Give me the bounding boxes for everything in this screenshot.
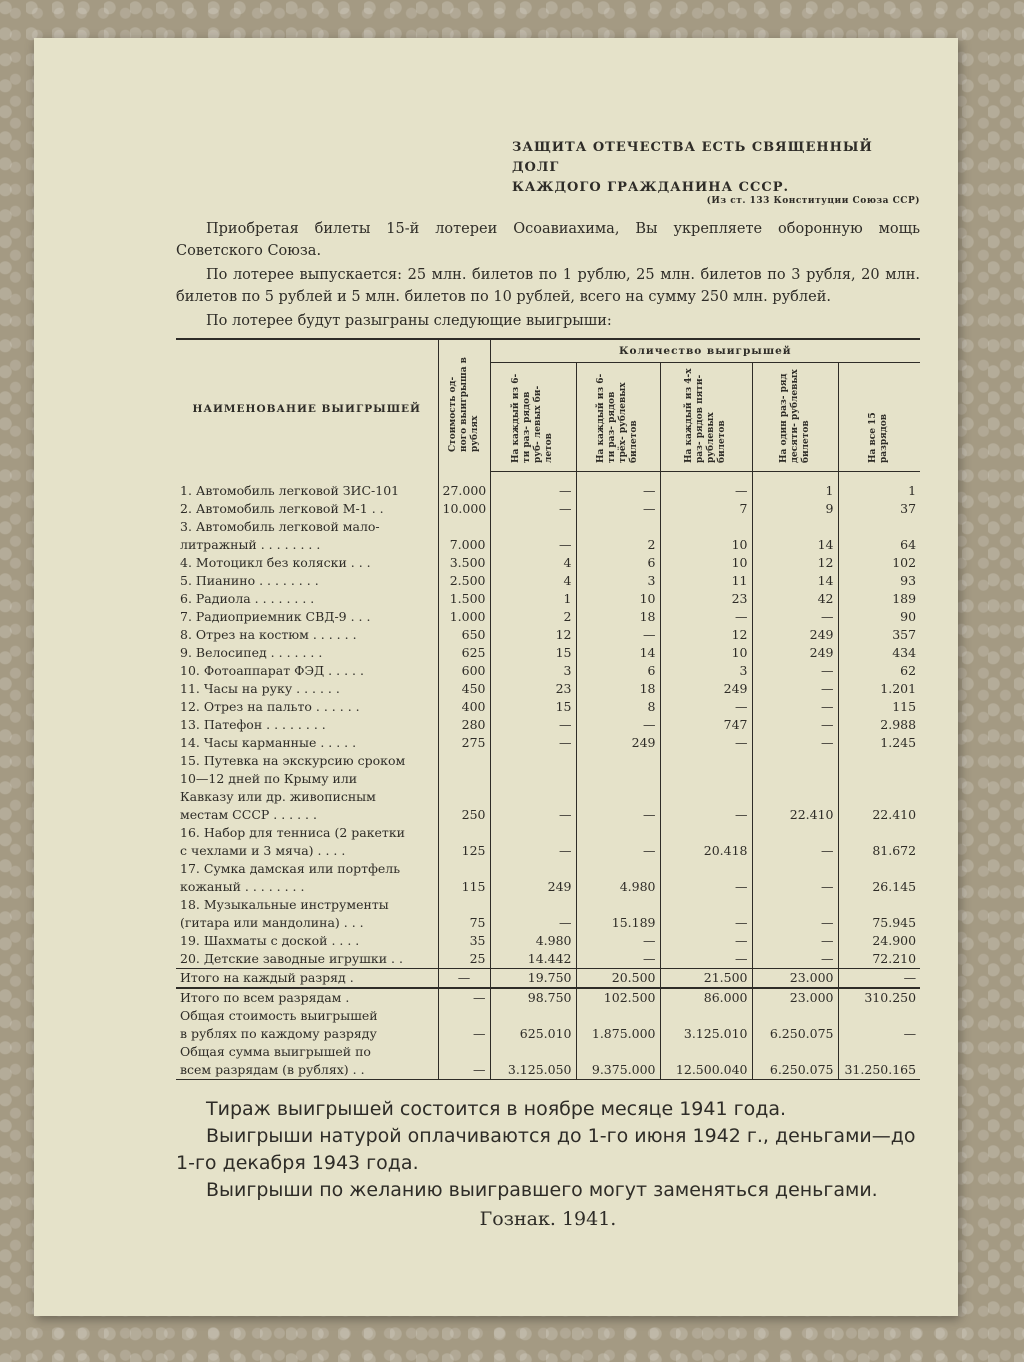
table-row [176,680,920,698]
cell-cost: 450 [438,680,490,698]
cell-c5: 434 [838,644,920,662]
cell-c4: — [752,842,838,860]
prize-name: 15. Путевка на экскурсию сроком [180,753,406,768]
cell-c4: 42 [752,590,838,608]
cell-c1: 2 [490,608,576,626]
intro-paragraph-1: Приобретая билеты 15-й лотереи Осоавиахима, Вы укрепляете оборонную мощь Советского Союза. [176,221,920,259]
cell-c5: 37 [838,500,920,518]
cell-c4: 22.410 [752,806,838,824]
header-prize-name: НАИМЕНОВАНИЕ ВЫИГРЫШЕЙ [176,339,438,472]
cell-c3 [660,1043,752,1061]
table-row [176,950,920,969]
cell-c4 [752,1043,838,1061]
cell-cost [438,770,490,788]
cell-c1 [490,770,576,788]
cell-c1: 3 [490,662,576,680]
cell-c2: 10 [576,590,660,608]
intro-text [176,218,920,332]
cell-cost: 400 [438,698,490,716]
cell-c2 [576,788,660,806]
cell-c3: 12.500.040 [660,1061,752,1080]
grand-total-row [176,1061,920,1080]
cell-c3: — [660,878,752,896]
cell-c1: — [490,842,576,860]
cell-c2 [576,770,660,788]
cell-c1: — [490,914,576,932]
cell-c3 [660,788,752,806]
prize-name: Кавказу или др. живописным [180,789,376,804]
prize-name: 19. Шахматы с доской . . . . [180,933,360,948]
cell-c4: — [752,608,838,626]
table-row [176,626,920,644]
table-row [176,716,920,734]
cell-c2 [576,896,660,914]
cell-c5: 24.900 [838,932,920,950]
prize-name: 12. Отрез на пальто . . . . . . [180,699,360,714]
prize-name: 16. Набор для тенниса (2 ракетки [180,825,405,840]
cell-cost [438,896,490,914]
cell-c2 [576,824,660,842]
cell-c1: — [490,536,576,554]
table-row [176,554,920,572]
cell-c3: — [660,950,752,969]
table-row [176,644,920,662]
cell-c5: 93 [838,572,920,590]
table-row [176,788,920,806]
cell-c5: 22.410 [838,806,920,824]
cell-c2: — [576,626,660,644]
cell-c5: — [838,969,920,989]
prize-name: всем разрядам (в рублях) . . [176,1061,438,1080]
cell-c4: 249 [752,644,838,662]
prize-name: 4. Мотоцикл без коляски . . . [180,555,371,570]
cell-cost [438,752,490,770]
cell-c2: — [576,950,660,969]
cell-c5: 90 [838,608,920,626]
document-content [176,138,920,1233]
cell-c1: 4.980 [490,932,576,950]
cell-c5: 1 [838,472,920,501]
cell-c2: — [576,842,660,860]
cell-c3: — [660,472,752,501]
table-row [176,662,920,680]
cell-c3: 86.000 [660,988,752,1007]
cell-c5: 81.672 [838,842,920,860]
table-row [176,842,920,860]
table-row [176,878,920,896]
cell-cost: 280 [438,716,490,734]
cell-c2: 8 [576,698,660,716]
cell-c4: 23.000 [752,988,838,1007]
cell-c3: — [660,608,752,626]
grand-total-row [176,1025,920,1043]
cell-cost: 25 [438,950,490,969]
cell-c4: 6.250.075 [752,1061,838,1080]
cell-c1: 3.125.050 [490,1061,576,1080]
table-row [176,806,920,824]
cell-cost: 27.000 [438,472,490,501]
cell-cost: 250 [438,806,490,824]
cell-cost: — [438,1025,490,1043]
cell-c5: 1.201 [838,680,920,698]
cell-c4 [752,896,838,914]
prize-name: 11. Часы на руку . . . . . . [180,681,340,696]
intro-paragraph-3: По лотерее будут разыграны следующие выигрыши: [206,313,612,329]
cell-c1: 98.750 [490,988,576,1007]
cell-cost [438,788,490,806]
cell-c4: — [752,950,838,969]
cell-c2: 9.375.000 [576,1061,660,1080]
cell-c1 [490,788,576,806]
cell-c3: 12 [660,626,752,644]
cell-c5: 26.145 [838,878,920,896]
cell-c3 [660,896,752,914]
cell-c1: 4 [490,572,576,590]
table-row [176,608,920,626]
motto-source: (Из ст. 133 Конституции Союза ССР) [706,196,920,206]
cell-c5 [838,518,920,536]
cell-c4: 14 [752,572,838,590]
cell-c5: — [838,1025,920,1043]
cell-cost: 1.500 [438,590,490,608]
cell-c3: 10 [660,554,752,572]
cell-c2: — [576,500,660,518]
cell-c1: — [490,716,576,734]
cell-c3 [660,518,752,536]
header-col-1: На каждый из 6-ти раз- рядов руб- левых би- летов [490,363,576,472]
cell-c1 [490,860,576,878]
cell-cost: 125 [438,842,490,860]
motto-line-1: ЗАЩИТА ОТЕЧЕСТВА ЕСТЬ СВЯЩЕННЫЙ ДОЛГ [512,140,873,175]
cell-c4: 9 [752,500,838,518]
cell-c3: 249 [660,680,752,698]
cell-cost: 650 [438,626,490,644]
cell-c2: — [576,472,660,501]
cell-c2: 102.500 [576,988,660,1007]
cell-c5: 1.245 [838,734,920,752]
cell-c3: 20.418 [660,842,752,860]
cell-c1: 14.442 [490,950,576,969]
cell-c5 [838,896,920,914]
cell-c1: 249 [490,878,576,896]
cell-c1: — [490,472,576,501]
imprint: Гознак. 1941. [479,1208,617,1230]
footer-text [176,1096,920,1233]
cell-c5: 357 [838,626,920,644]
lottery-ticket-back [34,38,958,1316]
cell-cost: 600 [438,662,490,680]
cell-c3: 3.125.010 [660,1025,752,1043]
prize-name: 7. Радиоприемник СВД-9 . . . [180,609,371,624]
cell-c5: 62 [838,662,920,680]
footer-payment-terms: Выигрыши натурой оплачиваются до 1-го июня 1942 г., деньгами—до 1-го декабря 1943 года. [176,1125,916,1174]
cell-c2 [576,752,660,770]
grand-total-row [176,988,920,1007]
prize-table [176,338,920,1080]
cell-cost: 35 [438,932,490,950]
cell-c5 [838,770,920,788]
cell-c3 [660,824,752,842]
cell-c2: 15.189 [576,914,660,932]
table-row [176,824,920,842]
cell-c5: 115 [838,698,920,716]
cell-cost: 1.000 [438,608,490,626]
prize-name: 20. Детские заводные игрушки . . [180,951,403,966]
cell-c2: — [576,932,660,950]
cell-c1 [490,1043,576,1061]
cell-c4: — [752,878,838,896]
cell-c3 [660,752,752,770]
header-col-3: На каждый из 4-х раз- рядов пяти- рублевых билетов [660,363,752,472]
table-row [176,770,920,788]
cell-c3 [660,1007,752,1025]
cell-cost: — [438,1061,490,1080]
cell-cost: 625 [438,644,490,662]
cell-cost: — [438,988,490,1007]
cell-c4: 249 [752,626,838,644]
motto [512,138,920,198]
cell-c2: 1.875.000 [576,1025,660,1043]
cell-cost [438,824,490,842]
cell-c5 [838,752,920,770]
prize-name: Итого на каждый разряд . [176,969,438,989]
prize-name: 2. Автомобиль легковой М-1 . . [180,501,384,516]
cell-c1 [490,518,576,536]
cell-c3: — [660,698,752,716]
cell-c5 [838,824,920,842]
cell-c4 [752,824,838,842]
header-col-4: На один раз- ряд десяти- рублевых билетов [752,363,838,472]
table-row [176,698,920,716]
table-row [176,572,920,590]
table-row [176,472,920,501]
prize-name: 5. Пианино . . . . . . . . [180,573,319,588]
table-row [176,518,920,536]
cell-c1 [490,1007,576,1025]
footer-cash-replacement: Выигрыши по желанию выигравшего могут заменяться деньгами. [206,1179,878,1201]
table-row [176,590,920,608]
cell-c1: 19.750 [490,969,576,989]
cell-c4 [752,770,838,788]
cell-c2: 3 [576,572,660,590]
cell-c2 [576,1043,660,1061]
table-row [176,896,920,914]
cell-c2: — [576,806,660,824]
cell-c1: 1 [490,590,576,608]
prize-name: литражный . . . . . . . . [180,537,321,552]
cell-c3: — [660,914,752,932]
cell-c5: 310.250 [838,988,920,1007]
cell-c4 [752,1007,838,1025]
prize-name: Общая стоимость выигрышей [180,1008,378,1023]
cell-cost: 2.500 [438,572,490,590]
cell-cost [438,860,490,878]
table-row [176,734,920,752]
intro-paragraph-2: По лотерее выпускается: 25 млн. билетов по 1 рублю, 25 млн. билетов по 3 рубля, 20 млн. билетов по 5 рублей и 5 млн. билетов по 10 рублей, всего на сумму 250 млн. рублей. [176,267,920,305]
cell-c1: 15 [490,644,576,662]
cell-c4 [752,752,838,770]
cell-c4: — [752,734,838,752]
cell-c1: 23 [490,680,576,698]
prize-name: с чехлами и 3 мяча) . . . . [180,843,346,858]
cell-c3: — [660,806,752,824]
cell-c5 [838,1043,920,1061]
cell-c3: 7 [660,500,752,518]
cell-cost [438,1043,490,1061]
prize-name: 14. Часы карманные . . . . . [180,735,357,750]
prize-name: 9. Велосипед . . . . . . . [180,645,323,660]
prize-name: 17. Сумка дамская или портфель [180,861,401,876]
cell-c1: — [490,806,576,824]
header-col-5: На все 15 разрядов [838,363,920,472]
cell-c4: — [752,698,838,716]
cell-c3 [660,860,752,878]
table-row [176,500,920,518]
cell-c4: — [752,716,838,734]
cell-c1: 4 [490,554,576,572]
header-col-2: На каждый из 6-ти раз- рядов трёх- рублевых билетов [576,363,660,472]
motto-line-2: КАЖДОГО ГРАЖДАНИНА СССР. [512,180,790,195]
cell-c4 [752,788,838,806]
cell-c4: 1 [752,472,838,501]
table-row [176,914,920,932]
cell-c4 [752,860,838,878]
cell-c5: 72.210 [838,950,920,969]
table-row [176,752,920,770]
prize-name: 8. Отрез на костюм . . . . . . [180,627,357,642]
cell-cost [438,1007,490,1025]
header-prize-count: Количество выигрышей [490,339,920,363]
cell-cost: 115 [438,878,490,896]
cell-c2: 6 [576,554,660,572]
prize-name: Общая сумма выигрышей по [180,1044,371,1059]
prize-name: Итого по всем разрядам . [180,990,350,1005]
cell-c2 [576,1007,660,1025]
cell-c2: 18 [576,608,660,626]
cell-c4 [752,518,838,536]
prize-name: 13. Патефон . . . . . . . . [180,717,326,732]
per-group-total-row [176,969,920,989]
cell-c5: 2.988 [838,716,920,734]
cell-c4: 12 [752,554,838,572]
cell-c2: 249 [576,734,660,752]
cell-cost [438,518,490,536]
table-row [176,932,920,950]
cell-c1 [490,824,576,842]
cell-c1: — [490,500,576,518]
cell-c2: 18 [576,680,660,698]
footer-draw-date: Тираж выигрышей состоится в ноябре месяце 1941 года. [206,1098,787,1120]
grand-total-row [176,1043,920,1061]
cell-c2: 4.980 [576,878,660,896]
prize-name: 6. Радиола . . . . . . . . [180,591,315,606]
cell-cost: 75 [438,914,490,932]
cell-c5: 189 [838,590,920,608]
cell-c3: 10 [660,536,752,554]
cell-c2: 20.500 [576,969,660,989]
cell-c3 [660,770,752,788]
cell-c3: 10 [660,644,752,662]
prize-name: 10—12 дней по Крыму или [180,771,358,786]
prize-name: 1. Автомобиль легковой ЗИС-101 [180,483,400,498]
cell-c3: 21.500 [660,969,752,989]
prize-name: местам СССР . . . . . . [180,807,317,822]
cell-c2: 6 [576,662,660,680]
table-row [176,536,920,554]
cell-c4: — [752,932,838,950]
cell-c5: 64 [838,536,920,554]
cell-c4: 14 [752,536,838,554]
cell-c3: 23 [660,590,752,608]
grand-total-row [176,1007,920,1025]
cell-c3: — [660,734,752,752]
cell-cost: 275 [438,734,490,752]
prize-name: в рублях по каждому разряду [180,1026,377,1041]
cell-c2: 2 [576,536,660,554]
cell-c4: — [752,662,838,680]
cell-c3: — [660,932,752,950]
cell-c3: 747 [660,716,752,734]
cell-c1: 12 [490,626,576,644]
cell-c1 [490,752,576,770]
header-cost: Стоимость од- ного выигрыша в рублях [438,339,490,472]
cell-c2: — [576,716,660,734]
cell-c5 [838,788,920,806]
cell-c1: — [490,734,576,752]
cell-c5: 31.250.165 [838,1061,920,1080]
prize-name: 18. Музыкальные инструменты [180,897,389,912]
cell-cost: 7.000 [438,536,490,554]
cell-c2: 14 [576,644,660,662]
cell-c5: 75.945 [838,914,920,932]
cell-c5: 102 [838,554,920,572]
cell-c5 [838,860,920,878]
cell-c4: 23.000 [752,969,838,989]
cell-c2 [576,518,660,536]
table-row [176,860,920,878]
cell-c3: 3 [660,662,752,680]
cell-c1 [490,896,576,914]
prize-name: 3. Автомобиль легковой мало- [180,519,380,534]
cell-c5 [838,1007,920,1025]
cell-c1: 15 [490,698,576,716]
cell-c3: 11 [660,572,752,590]
cell-cost: 10.000 [438,500,490,518]
prize-name: кожаный . . . . . . . . [180,879,305,894]
prize-name: (гитара или мандолина) . . . [180,915,364,930]
cell-cost: 3.500 [438,554,490,572]
cell-cost: — [438,969,490,989]
cell-c1: 625.010 [490,1025,576,1043]
cell-c4: 6.250.075 [752,1025,838,1043]
cell-c4: — [752,914,838,932]
prize-name: 10. Фотоаппарат ФЭД . . . . . [180,663,364,678]
cell-c2 [576,860,660,878]
cell-c4: — [752,680,838,698]
